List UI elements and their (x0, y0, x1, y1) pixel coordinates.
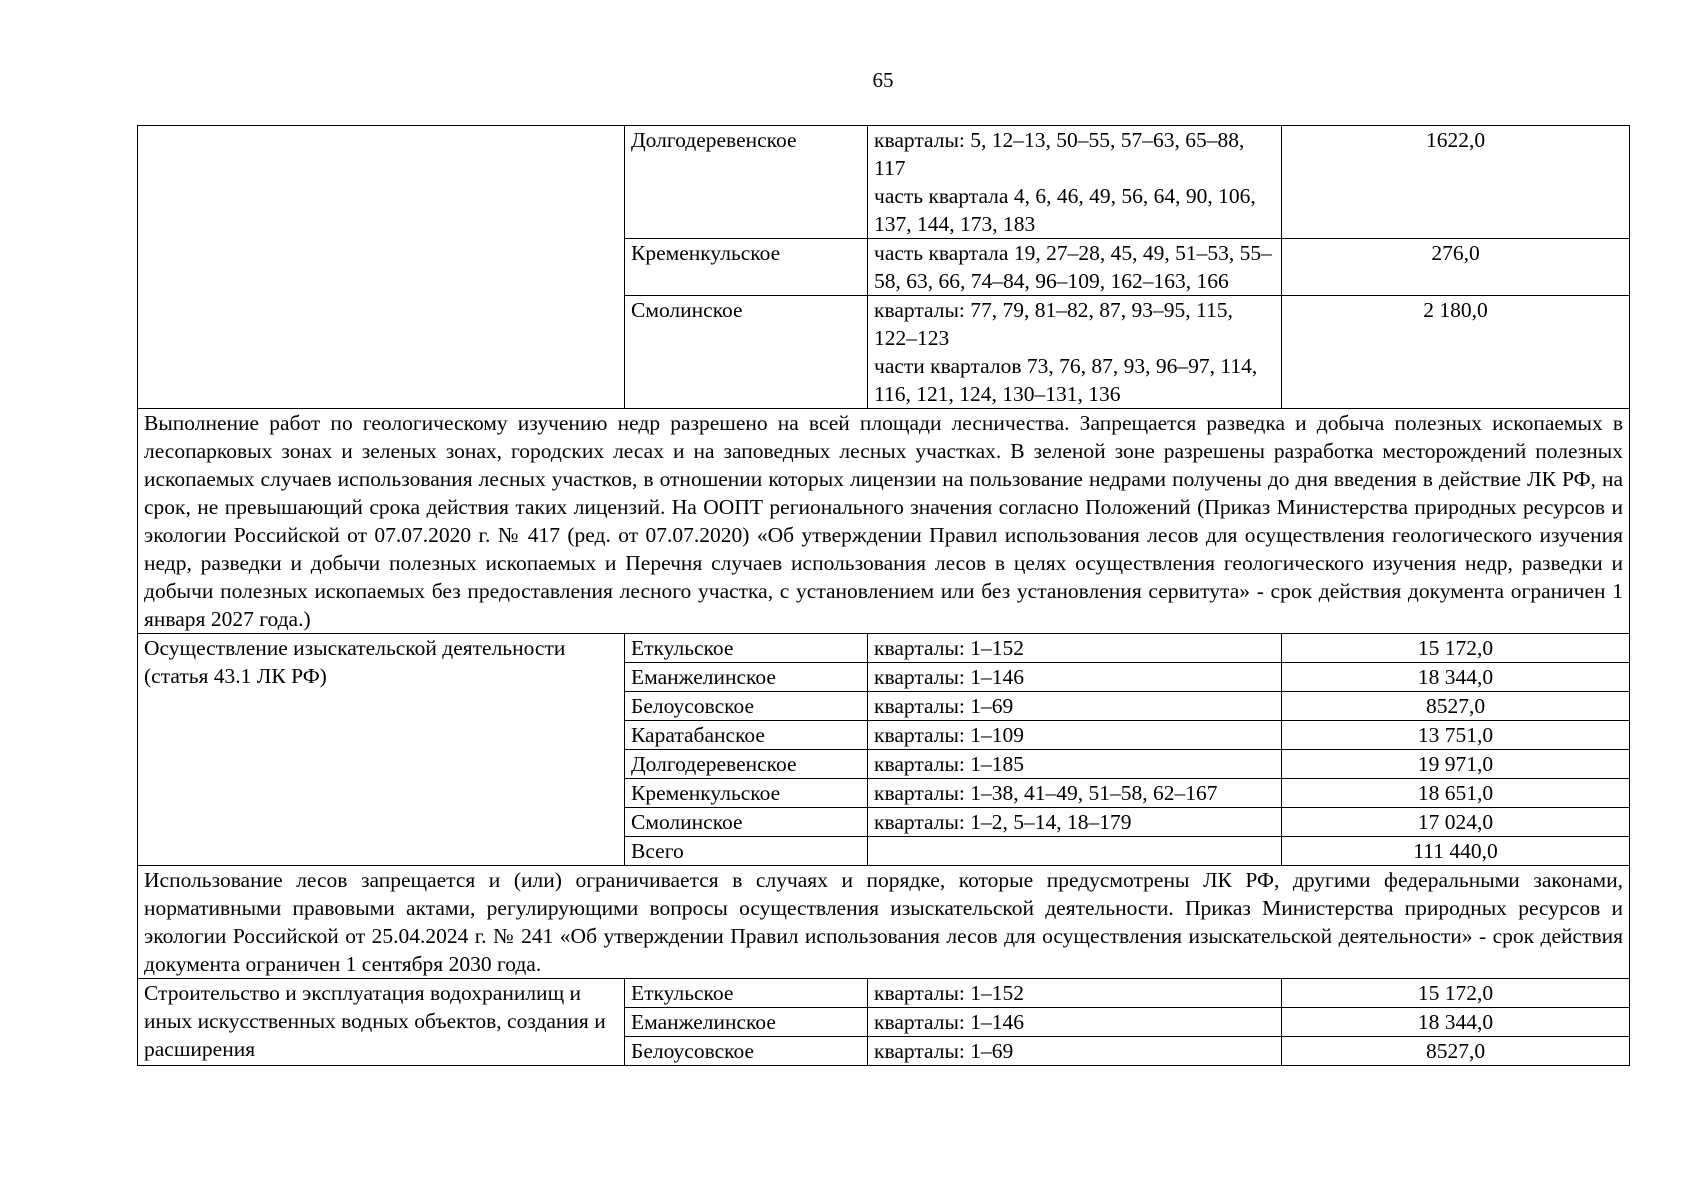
forestry-cell: Всего (625, 837, 868, 866)
quarters-cell (868, 837, 1282, 866)
forestry-cell: Смолинское (625, 808, 868, 837)
note-row (138, 866, 1630, 979)
quarters-cell: кварталы: 77, 79, 81–82, 87, 93–95, 115, 122–123 части кварталов 73, 76, 87, 93, 96–97, 114, 116, 121, 124, 130–131, 136 (868, 296, 1282, 409)
forestry-cell: Кременкульское (625, 239, 868, 296)
quarters-cell: кварталы: 1–69 (868, 692, 1282, 721)
forestry-cell: Долгодеревенское (625, 750, 868, 779)
quarters-cell: кварталы: 1–109 (868, 721, 1282, 750)
area-cell: 2 180,0 (1282, 296, 1630, 409)
area-cell: 18 344,0 (1282, 663, 1630, 692)
quarters-cell: часть квартала 19, 27–28, 45, 49, 51–53, 55–58, 63, 66, 74–84, 96–109, 162–163, 166 (868, 239, 1282, 296)
forestry-cell: Еткульское (625, 634, 868, 663)
forestry-cell: Смолинское (625, 296, 868, 409)
area-cell: 1622,0 (1282, 126, 1630, 239)
forest-use-table (137, 125, 1630, 1066)
area-cell: 111 440,0 (1282, 837, 1630, 866)
table-row (138, 126, 1630, 239)
quarters-cell: кварталы: 1–69 (868, 1037, 1282, 1066)
area-cell: 18 344,0 (1282, 1008, 1630, 1037)
table-row (138, 979, 1630, 1008)
forestry-cell: Белоусовское (625, 692, 868, 721)
quarters-cell: кварталы: 1–185 (868, 750, 1282, 779)
activity-type-cell (138, 126, 625, 409)
area-cell: 17 024,0 (1282, 808, 1630, 837)
area-cell: 8527,0 (1282, 692, 1630, 721)
quarters-cell: кварталы: 1–2, 5–14, 18–179 (868, 808, 1282, 837)
activity-type-cell: Строительство и эксплуатация водохранилищ и иных искусственных водных объектов, создания и расширения (138, 979, 625, 1066)
quarters-cell: кварталы: 1–152 (868, 979, 1282, 1008)
forestry-cell: Долгодеревенское (625, 126, 868, 239)
page-number: 65 (872, 68, 894, 92)
note-text: Выполнение работ по геологическому изучению недр разрешено на всей площади лесничества. Запрещается разведка и добыча полезных ископаемых в лесопарковых зонах и зеленых зонах, городских лесах и на заповедных лесных участках. В зеленой зоне разрешены разработка месторождений полезных ископаемых случаев использования лесных участков, в отношении которых лицензии на пользование недрами получены до дня введения в действие ЛК РФ, на срок, не превышающий срока действия таких лицензий. На ООПТ регионального значения согласно Положений (Приказ Министерства природных ресурсов и экологии Российской от 07.07.2020 г. № 417 (ред. от 07.07.2020) «Об утверждении Правил использования лесов для осуществления геологического изучения недр, разведки и добычи полезных ископаемых и Перечня случаев использования лесов в целях осуществления геологического изучения недр, разведки и добычи полезных ископаемых без предоставления лесного участка, с установлением или без установления сервитута» - срок действия документа ограничен 1 января 2027 года.) (138, 409, 1630, 634)
area-cell: 276,0 (1282, 239, 1630, 296)
forestry-cell: Кременкульское (625, 779, 868, 808)
quarters-cell: кварталы: 5, 12–13, 50–55, 57–63, 65–88, 117 часть квартала 4, 6, 46, 49, 56, 64, 90, 106, 137, 144, 173, 183 (868, 126, 1282, 239)
area-cell: 19 971,0 (1282, 750, 1630, 779)
quarters-cell: кварталы: 1–146 (868, 1008, 1282, 1037)
forestry-cell: Каратабанское (625, 721, 868, 750)
quarters-cell: кварталы: 1–152 (868, 634, 1282, 663)
table-row (138, 634, 1630, 663)
area-cell: 8527,0 (1282, 1037, 1630, 1066)
area-cell: 15 172,0 (1282, 979, 1630, 1008)
area-cell: 18 651,0 (1282, 779, 1630, 808)
activity-type-cell: Осуществление изыскательской деятельности (статья 43.1 ЛК РФ) (138, 634, 625, 866)
forestry-cell: Еманжелинское (625, 1008, 868, 1037)
quarters-cell: кварталы: 1–146 (868, 663, 1282, 692)
note-text: Использование лесов запрещается и (или) ограничивается в случаях и порядке, которые предусмотрены ЛК РФ, другими федеральными законами, нормативными правовыми актами, регулирующими вопросы осуществления изыскательской деятельности. Приказ Министерства природных ресурсов и экологии Российской от 25.04.2024 г. № 241 «Об утверждении Правил использования лесов для осуществления изыскательской деятельности» - срок действия документа ограничен 1 сентября 2030 года. (138, 866, 1630, 979)
quarters-cell: кварталы: 1–38, 41–49, 51–58, 62–167 (868, 779, 1282, 808)
forestry-cell: Белоусовское (625, 1037, 868, 1066)
area-cell: 13 751,0 (1282, 721, 1630, 750)
forestry-cell: Еткульское (625, 979, 868, 1008)
area-cell: 15 172,0 (1282, 634, 1630, 663)
note-row (138, 409, 1630, 634)
forestry-cell: Еманжелинское (625, 663, 868, 692)
